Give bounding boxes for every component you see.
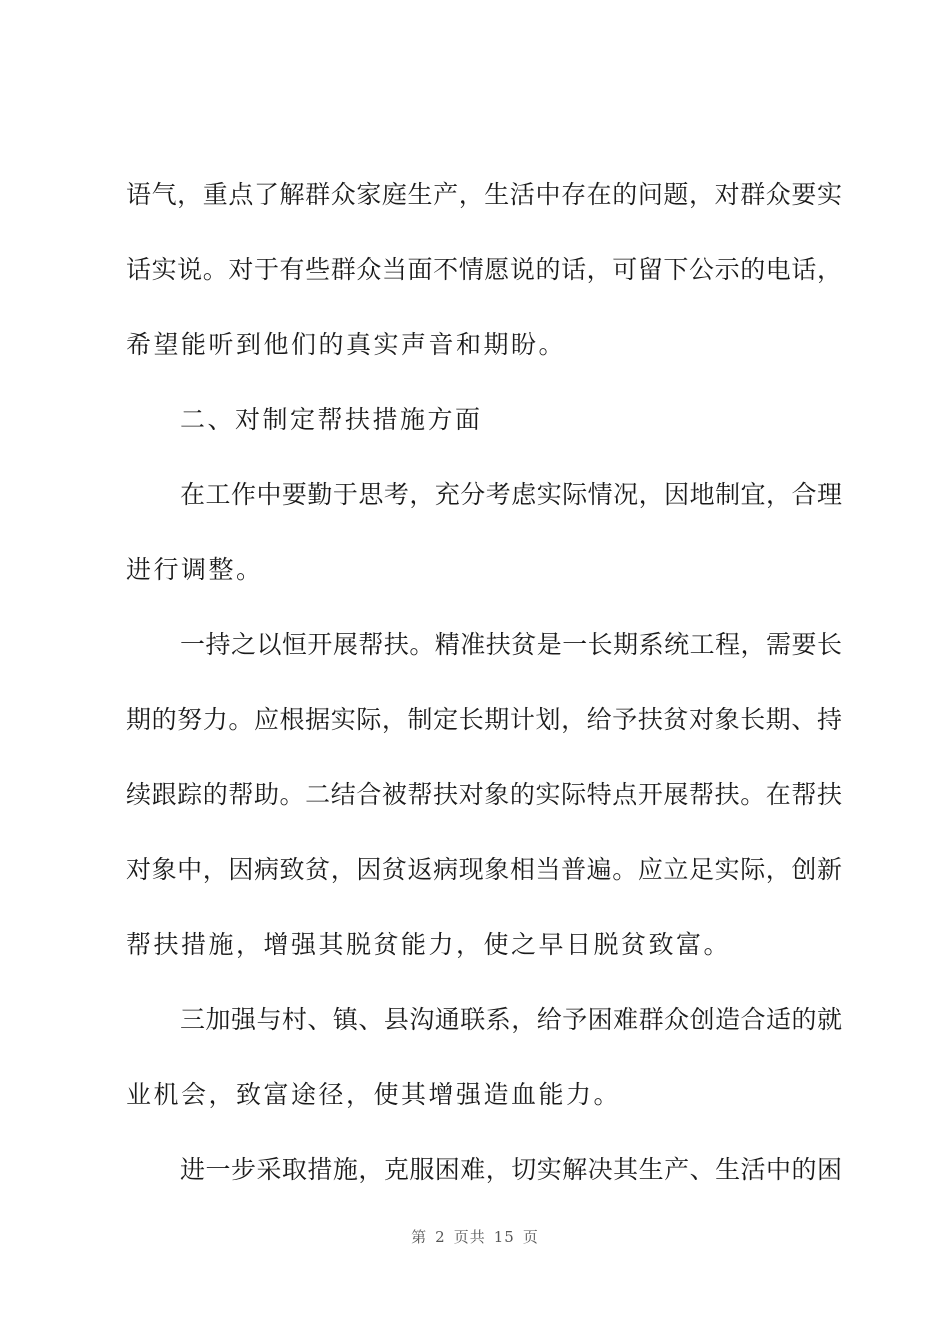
section-heading <box>126 393 842 468</box>
paragraph <box>126 468 842 618</box>
text-line: 进行调整。 <box>126 555 264 584</box>
footer-prefix: 第 <box>411 1228 428 1246</box>
paragraph <box>126 1143 842 1218</box>
paragraph-continuation <box>126 168 842 393</box>
text-line: 希望能听到他们的真实声音和期盼。 <box>126 330 567 359</box>
text-line: 三加强与村、镇、县沟通联系，给予困难群众创造合适的就 <box>180 1005 842 1034</box>
heading-line: 二、对制定帮扶措施方面 <box>180 405 483 434</box>
text-line: 期的努力。应根据实际，制定长期计划，给予扶贫对象长期、持 <box>126 705 842 734</box>
text-line: 进一步采取措施，克服困难，切实解决其生产、生活中的困 <box>180 1155 842 1184</box>
text-line: 语气，重点了解群众家庭生产，生活中存在的问题，对群众要实 <box>126 180 842 209</box>
text-line: 话实说。对于有些群众当面不情愿说的话，可留下公示的电话， <box>126 255 842 284</box>
page-total: 15 <box>493 1228 515 1246</box>
text-line: 在工作中要勤于思考，充分考虑实际情况，因地制宜，合理 <box>180 480 842 509</box>
text-line: 一持之以恒开展帮扶。精准扶贫是一长期系统工程，需要长 <box>180 630 842 659</box>
text-line: 帮扶措施，增强其脱贫能力，使之早日脱贫致富。 <box>126 930 732 959</box>
footer-middle: 页共 <box>453 1228 486 1246</box>
text-line: 对象中，因病致贫，因贫返病现象相当普遍。应立足实际，创新 <box>126 855 842 884</box>
paragraph <box>126 993 842 1143</box>
text-line: 续跟踪的帮助。二结合被帮扶对象的实际特点开展帮扶。在帮扶 <box>126 780 842 809</box>
page-footer <box>0 1226 950 1247</box>
paragraph <box>126 618 842 993</box>
document-body <box>126 168 842 1218</box>
footer-suffix: 页 <box>522 1228 539 1246</box>
page-number: 2 <box>435 1228 446 1246</box>
text-line: 业机会，致富途径，使其增强造血能力。 <box>126 1080 622 1109</box>
